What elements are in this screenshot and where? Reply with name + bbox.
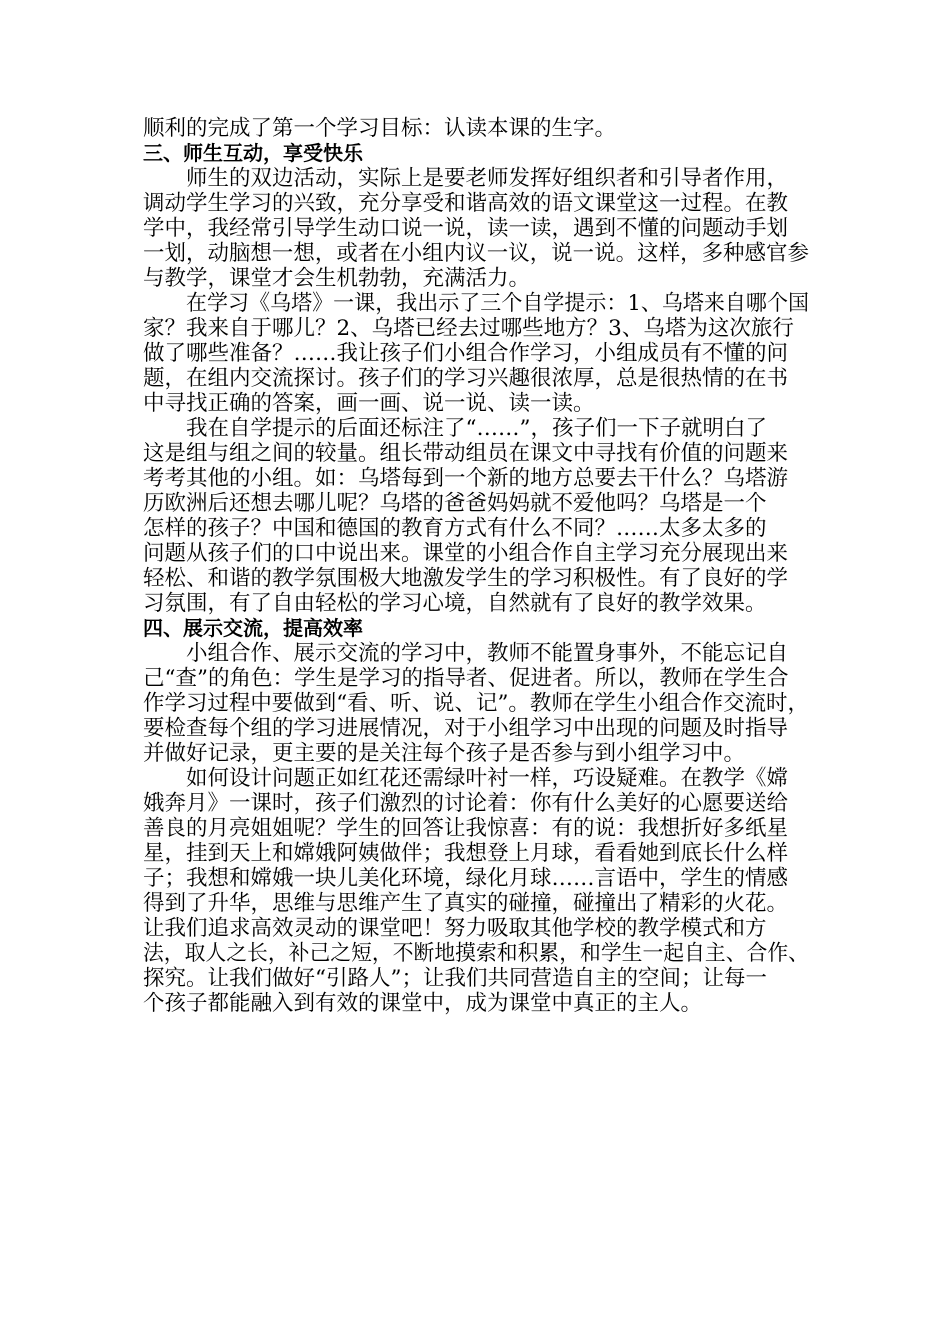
text-line: 这是组与组之间的较量。组长带动组员在课文中寻找有价值的问题来 [143, 441, 789, 466]
text-line: 顺利的完成了第一个学习目标：认读本课的生字。 [143, 116, 617, 141]
text-line: 中寻找正确的答案，画一画、说一说、读一读。 [143, 391, 595, 416]
text-line: 历欧洲后还想去哪儿呢？乌塔的爸爸妈妈就不爱他吗？乌塔是一个 [143, 491, 767, 516]
text-line: 己“查”的角色：学生是学习的指导者、促进者。所以，教师在学生合 [143, 666, 789, 691]
text-line: 让我们追求高效灵动的课堂吧！努力吸取其他学校的教学模式和方 [143, 916, 767, 941]
text-line: 个孩子都能融入到有效的课堂中，成为课堂中真正的主人。 [143, 991, 703, 1016]
text-line: 要检查每个组的学习进展情况，对于小组学习中出现的问题及时指导 [143, 716, 789, 741]
text-line: 小组合作、展示交流的学习中，教师不能置身事外，不能忘记自 [186, 641, 789, 666]
section-heading-4: 四、展示交流，提高效率 [143, 616, 363, 640]
document-page [143, 116, 809, 1016]
text-line: 得到了升华，思维与思维产生了真实的碰撞，碰撞出了精彩的火花。 [143, 891, 789, 916]
text-line: 怎样的孩子？中国和德国的教育方式有什么不同？……太多太多的 [143, 516, 767, 541]
text-line: 如何设计问题正如红花还需绿叶衬一样，巧设疑难。在教学《嫦 [186, 766, 789, 791]
text-line: 问题从孩子们的口中说出来。课堂的小组合作自主学习充分展现出来 [143, 541, 789, 566]
text-line: 在学习《乌塔》一课，我出示了三个自学提示：1、乌塔来自哪个国 [186, 291, 809, 316]
section-heading-3: 三、师生互动，享受快乐 [143, 141, 363, 165]
text-line: 善良的月亮姐姐呢？学生的回答让我惊喜：有的说：我想折好多纸星 [143, 816, 789, 841]
text-line: 作学习过程中要做到“看、听、说、记”。教师在学生小组合作交流时， [143, 691, 809, 716]
text-line: 调动学生学习的兴致，充分享受和谐高效的语文课堂这一过程。在教 [143, 191, 789, 216]
text-line: 学中，我经常引导学生动口说一说，读一读，遇到不懂的问题动手划 [143, 216, 789, 241]
text-line: 法，取人之长，补己之短，不断地摸索和积累，和学生一起自主、合作、 [143, 941, 809, 966]
text-line: 与教学，课堂才会生机勃勃，充满活力。 [143, 266, 531, 291]
text-line: 我在自学提示的后面还标注了“……”，孩子们一下子就明白了 [186, 416, 767, 441]
text-line: 考考其他的小组。如：乌塔每到一个新的地方总要去干什么？乌塔游 [143, 466, 789, 491]
text-line: 子；我想和嫦娥一块儿美化环境，绿化月球……言语中，学生的情感 [143, 866, 789, 891]
text-line: 做了哪些准备？……我让孩子们小组合作学习，小组成员有不懂的问 [143, 341, 789, 366]
text-line: 娥奔月》一课时，孩子们激烈的讨论着：你有什么美好的心愿要送给 [143, 791, 789, 816]
text-line: 习氛围，有了自由轻松的学习心境，自然就有了良好的教学效果。 [143, 591, 767, 616]
text-line: 轻松、和谐的教学氛围极大地激发学生的学习积极性。有了良好的学 [143, 566, 789, 591]
text-line: 并做好记录，更主要的是关注每个孩子是否参与到小组学习中。 [143, 741, 746, 766]
text-line: 题，在组内交流探讨。孩子们的学习兴趣很浓厚，总是很热情的在书 [143, 366, 789, 391]
text-line: 家？我来自于哪儿？2、乌塔已经去过哪些地方？3、乌塔为这次旅行 [143, 316, 794, 341]
text-line: 师生的双边活动，实际上是要老师发挥好组织者和引导者作用， [186, 166, 789, 191]
text-line: 星，挂到天上和嫦娥阿姨做伴；我想登上月球，看看她到底长什么样 [143, 841, 789, 866]
text-line: 一划，动脑想一想，或者在小组内议一议，说一说。这样，多种感官参 [143, 241, 809, 266]
text-line: 探究。让我们做好“引路人”；让我们共同营造自主的空间；让每一 [143, 966, 767, 991]
